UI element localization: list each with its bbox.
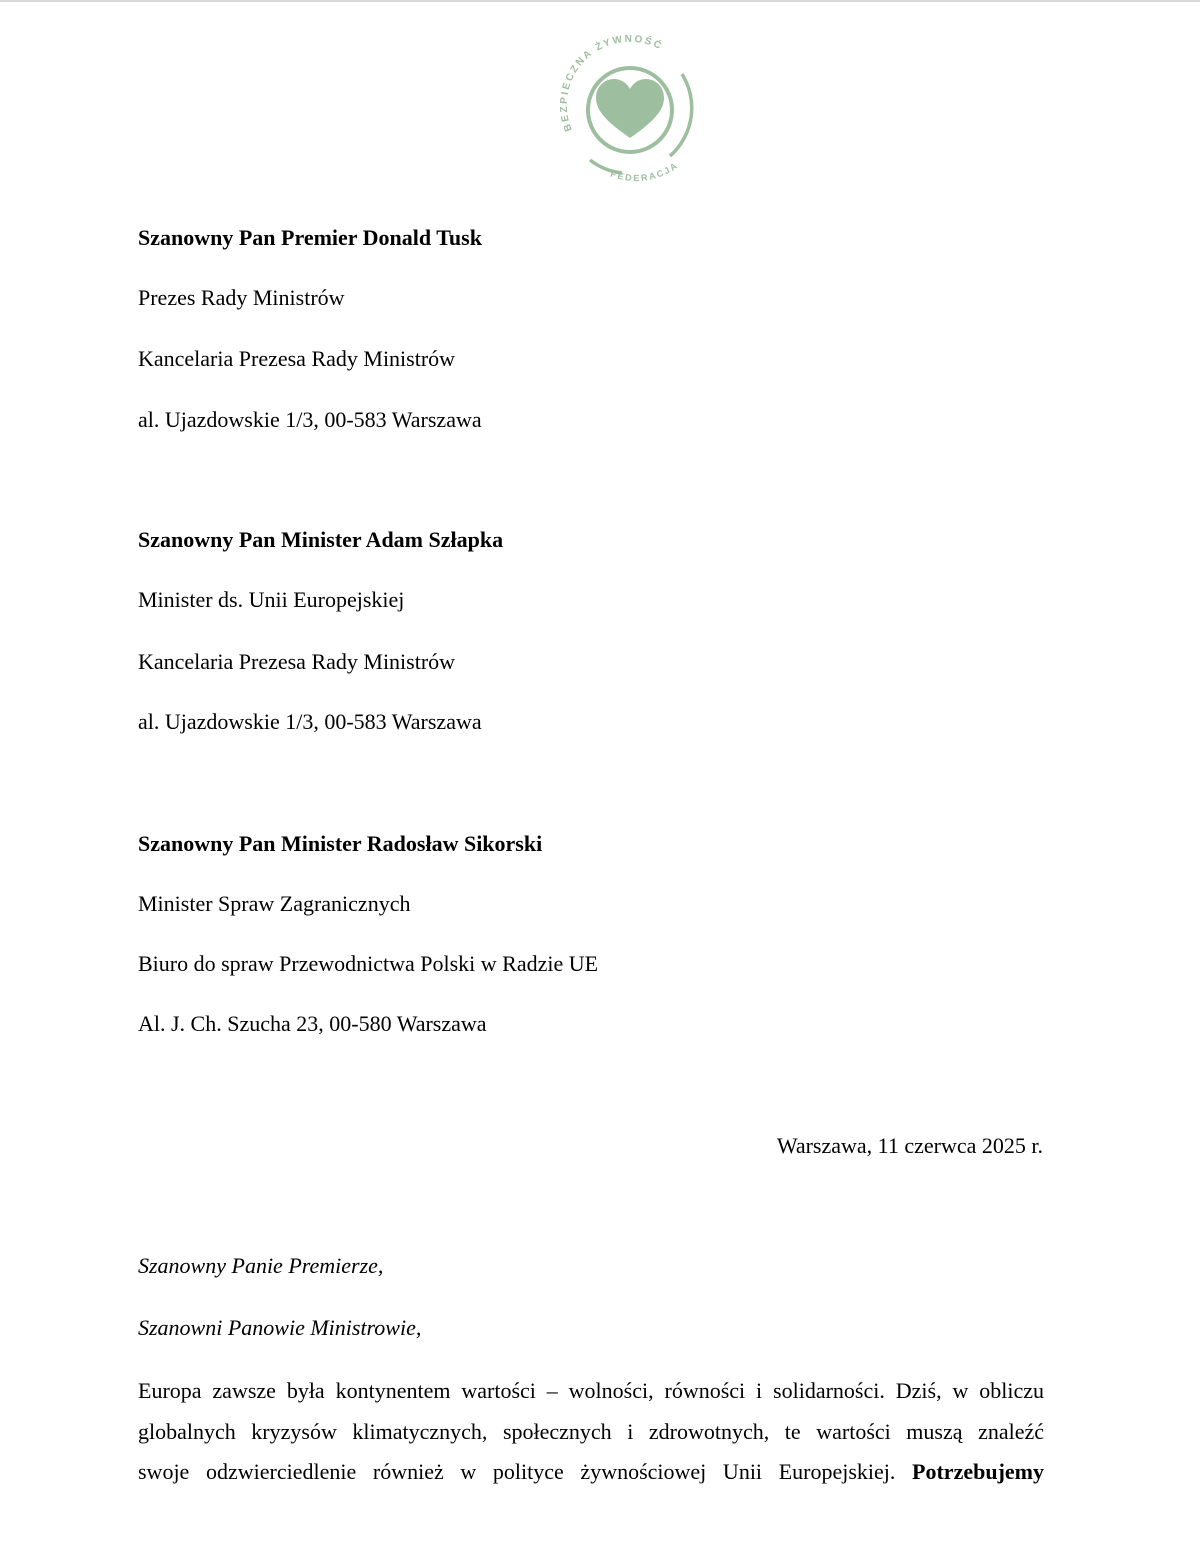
recipient-3-address: Al. J. Ch. Szucha 23, 00-580 Warszawa <box>138 1011 487 1036</box>
logo-top-text: BEZPIECZNA ŻYWNOŚĆ <box>558 33 665 133</box>
recipient-2-name: Szanowny Pan Minister Adam Szłapka <box>138 527 504 552</box>
recipient-1-address: al. Ujazdowskie 1/3, 00-583 Warszawa <box>138 407 482 432</box>
recipient-1-name: Szanowny Pan Premier Donald Tusk <box>138 225 482 250</box>
body-paragraph <box>138 1371 1044 1493</box>
recipient-2-address: al. Ujazdowskie 1/3, 00-583 Warszawa <box>138 709 482 734</box>
salutation-ministers: Szanowni Panowie Ministrowie, <box>138 1315 422 1340</box>
letter-date: Warszawa, 11 czerwca 2025 r. <box>776 1133 1043 1158</box>
recipient-1-title: Prezes Rady Ministrów <box>138 285 345 310</box>
body-line-1: Europa zawsze była kontynentem wartości – wolności, równości i solidarności. Dziś, w obliczu <box>138 1378 1044 1403</box>
recipient-1-office: Kancelaria Prezesa Rady Ministrów <box>138 346 456 371</box>
logo-graphic <box>550 28 710 188</box>
federation-logo <box>550 28 710 188</box>
recipient-2-office: Kancelaria Prezesa Rady Ministrów <box>138 649 456 674</box>
salutation-premier: Szanowny Panie Premierze, <box>138 1253 384 1278</box>
body-line-3 <box>138 1452 1044 1493</box>
heart-icon <box>596 79 664 138</box>
body-line-3-text: swoje odzwierciedlenie również w polityce żywnościowej Unii Europejskiej. <box>138 1459 896 1484</box>
page-top-border <box>0 0 1200 2</box>
logo-bottom-text: FEDERACJA <box>609 159 681 184</box>
body-line-2: globalnych kryzysów klimatycznych, społecznych i zdrowotnych, te wartości muszą znaleźć <box>138 1418 1044 1444</box>
body-bold-emphasis: Potrzebujemy <box>912 1459 1044 1484</box>
recipient-2-title: Minister ds. Unii Europejskiej <box>138 587 405 612</box>
recipient-3-office: Biuro do spraw Przewodnictwa Polski w Radzie UE <box>138 951 599 976</box>
recipient-3-title: Minister Spraw Zagranicznych <box>138 891 411 916</box>
recipient-3-name: Szanowny Pan Minister Radosław Sikorski <box>138 831 543 856</box>
